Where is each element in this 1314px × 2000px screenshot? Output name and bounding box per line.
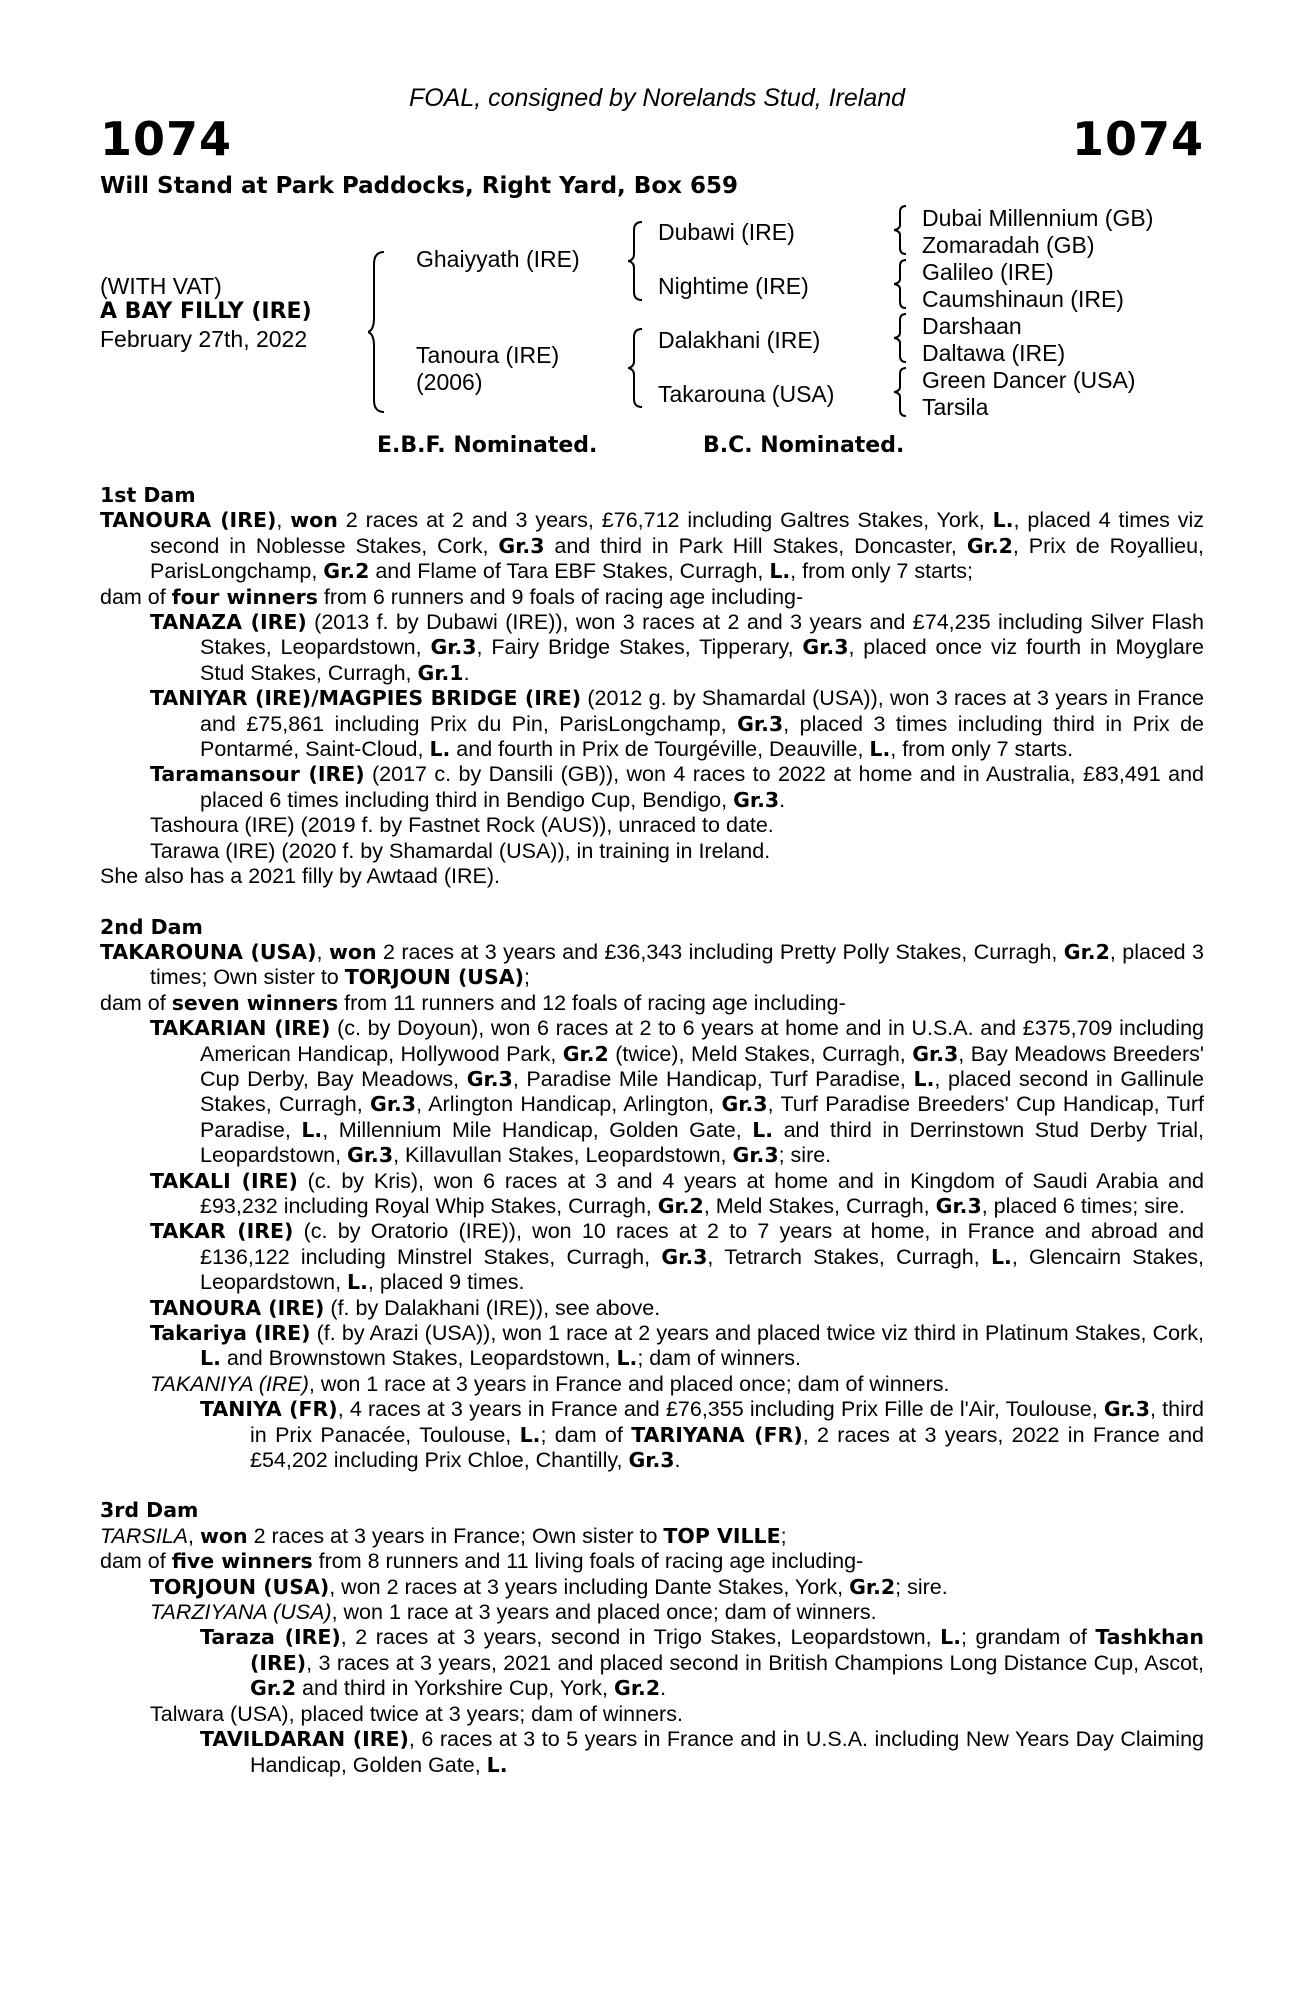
sdd-name: Caumshinaun (IRE) (922, 286, 1124, 312)
text-run: , (188, 1523, 200, 1548)
bold-text: won (199, 1523, 248, 1548)
text-run: and Brownstown Stakes, Leopardstown, (220, 1346, 617, 1371)
produce-record (100, 1321, 1204, 1372)
text-run: , 6 races at 3 to 5 years in France and in U.S.A. including New Years Day Claiming Handicap, Golden Gate, (250, 1727, 1204, 1777)
text-run: (c. by Kris), won 6 races at 3 and 4 years at home and in Kingdom of Saudi Arabia and £93,232 including Royal Whip Stakes, Curragh, (200, 1168, 1204, 1218)
produce-record (150, 813, 1204, 838)
text-run: , 2 races at 3 years, second in Trigo Stakes, Leopardstown, (340, 1625, 941, 1650)
text-run: . (463, 660, 470, 685)
text-run: , placed 4 times viz second in Noblesse Stakes, Cork, (150, 508, 1205, 558)
produce-record (100, 1219, 1204, 1295)
bold-text: TORJOUN (USA) (344, 965, 524, 990)
bold-text: Gr.3 (347, 1143, 394, 1168)
produce-record (100, 508, 1204, 584)
produce-record (100, 762, 1204, 813)
text-run: 2 races at 3 years in France; Own sister to (247, 1523, 664, 1548)
text-run: Tashoura (IRE) (2019 f. by Fastnet Rock (AUS)), unraced to date. (150, 813, 774, 838)
brace-3b (894, 258, 910, 310)
text-run: ; (523, 965, 530, 990)
brace-1 (368, 250, 390, 415)
bold-text: L. (869, 737, 891, 762)
text-run: , Millennium Mile Handicap, Golden Gate, (322, 1117, 753, 1142)
produce-record (100, 1549, 1204, 1574)
text-run: and third in Park Hill Stakes, Doncaster, (544, 533, 967, 558)
bold-text: TANOURA (IRE) (150, 1295, 325, 1320)
text-run: (2017 c. by Dansili (GB)), won 4 races to 2022 at home and in Australia, £83,491 and placed 6 times including third in Bendigo Cup, Bendigo, (200, 762, 1204, 812)
bold-text: Gr.3 (466, 1066, 513, 1091)
produce-record (100, 1600, 1204, 1625)
bold-text: L. (616, 1346, 638, 1371)
produce-record (100, 1727, 1204, 1778)
bold-text: TAKAROUNA (USA) (100, 939, 317, 964)
bold-text: Gr.2 (1063, 939, 1110, 964)
text-run: from 8 runners and 11 living foals of racing age including- (312, 1549, 864, 1574)
bold-text: Gr.3 (721, 1092, 768, 1117)
text-run: , won 1 race at 3 years in France and placed once; dam of winners. (308, 1371, 950, 1396)
bold-text: Taraza (IRE) (200, 1625, 341, 1650)
vat-note: (WITH VAT) (100, 273, 222, 299)
bold-text: Gr.3 (1103, 1397, 1150, 1422)
bold-text: L. (913, 1066, 935, 1091)
text-run: , Tetrarch Stakes, Curragh, (707, 1244, 991, 1269)
bold-text: L. (347, 1270, 368, 1295)
text-run: , (316, 939, 329, 964)
italic-text: TAKANIYA (IRE) (150, 1371, 309, 1396)
text-run: , Arlington Handicap, Arlington, (416, 1092, 722, 1117)
bold-text: four winners (171, 584, 318, 609)
bold-text: TANOURA (IRE) (100, 508, 277, 533)
text-run: dam of (100, 1549, 172, 1574)
text-run: ; dam of winners. (637, 1346, 802, 1371)
bold-text: Gr.3 (628, 1448, 675, 1473)
produce-record (100, 1397, 1204, 1473)
bold-text: Gr.2 (966, 533, 1013, 558)
ssd-name: Zomaradah (GB) (922, 232, 1095, 258)
bold-text: Gr.3 (733, 787, 780, 812)
text-run: (c. by Doyoun), won 6 races at 2 to 6 years at home and in U.S.A. and £375,709 including American Handicap, Hollywood Park, (200, 1016, 1204, 1066)
produce-record (100, 1702, 1204, 1727)
produce-record (100, 1372, 1204, 1397)
bold-text: Gr.2 (849, 1574, 896, 1599)
produce-record (100, 1296, 1204, 1321)
text-run: from 6 runners and 9 foals of racing age including- (317, 584, 804, 609)
bold-text: L. (769, 559, 791, 584)
text-run: , 4 races at 3 years in France and £76,355 including Prix Fille de l'Air, Toulouse, (337, 1397, 1104, 1422)
text-run: ; (780, 1523, 787, 1548)
text-run: from 11 runners and 12 foals of racing age including- (338, 990, 846, 1015)
bold-text: Gr.1 (417, 660, 464, 685)
produce-record (100, 686, 1204, 762)
stabling-location: Will Stand at Park Paddocks, Right Yard, Box 659 (100, 173, 738, 199)
bold-text: won (290, 508, 338, 533)
text-run: Tarawa (IRE) (2020 f. by Shamardal (USA)), in training in Ireland. (150, 838, 771, 863)
produce-record (100, 864, 1204, 889)
bold-text: won (328, 939, 377, 964)
produce-record (100, 1016, 1204, 1168)
text-run: (twice), Meld Stakes, Curragh, (608, 1041, 913, 1066)
produce-record (100, 940, 1204, 991)
foaling-date: February 27th, 2022 (100, 326, 308, 352)
text-run: , placed 3 times; Own sister to (150, 939, 1205, 990)
lot-name: A BAY FILLY (IRE) (100, 299, 312, 324)
bold-text: Gr.2 (250, 1676, 297, 1701)
dds-name: Green Dancer (USA) (922, 367, 1136, 393)
text-run: (f. by Arazi (USA)), won 1 race at 2 years and placed twice viz third in Platinum Stakes, Cork, (310, 1321, 1204, 1345)
text-run: 2 races at 3 years and £36,343 including Pretty Polly Stakes, Curragh, (376, 939, 1064, 964)
bold-text: TAKAR (IRE) (150, 1219, 294, 1244)
brace-2a (628, 220, 646, 302)
text-run: , third in Prix Panacée, Toulouse, (250, 1397, 1204, 1447)
catalogue-body (100, 483, 1204, 1778)
text-run: , won 2 races at 3 years including Dante Stakes, York, (329, 1574, 850, 1599)
italic-text: TARSILA (100, 1523, 189, 1548)
text-run: , won 1 race at 3 years and placed once; dam of winners. (331, 1600, 877, 1625)
consignor-line: FOAL, consigned by Norelands Stud, Ireland (408, 84, 906, 112)
bold-text: Gr.3 (430, 635, 477, 660)
bold-text: Takariya (IRE) (150, 1321, 311, 1345)
bold-text: Gr.3 (912, 1041, 959, 1066)
bold-text: L. (990, 1244, 1012, 1269)
produce-record (100, 1169, 1204, 1220)
bold-text: Tashkhan (IRE) (250, 1625, 1204, 1675)
text-run: ; dam of (540, 1422, 632, 1447)
dsd-name: Daltawa (IRE) (922, 340, 1066, 366)
bold-text: Gr.2 (657, 1193, 704, 1218)
bold-text: Gr.3 (935, 1193, 982, 1218)
bold-text: TARIYANA (FR) (631, 1422, 803, 1447)
text-run: ; grandam of (960, 1625, 1096, 1650)
text-run: , Paradise Mile Handicap, Turf Paradise, (512, 1066, 914, 1091)
bold-text: L. (752, 1117, 774, 1142)
text-run: (2012 g. by Shamardal (USA)), won 3 races at 3 years in France and £75,861 including Prix du Pin, ParisLongchamp, (200, 686, 1205, 736)
text-run: , Fairy Bridge Stakes, Tipperary, (476, 635, 803, 660)
ds-name: Dalakhani (IRE) (658, 327, 821, 353)
text-run: . (674, 1448, 681, 1473)
lot-number-right: 1074 (1071, 112, 1204, 166)
bold-text: L. (992, 508, 1014, 533)
ddd-name: Tarsila (922, 394, 989, 420)
bold-text: TANIYA (FR) (200, 1397, 338, 1422)
bold-text: Gr.3 (802, 635, 849, 660)
text-run: , Prix de Royallieu, ParisLongchamp, (150, 533, 1204, 584)
text-run: (2013 f. by Dubawi (IRE)), won 3 races at 2 and 3 years and £74,235 including Silver Flash Stakes, Leopardstown, (200, 610, 1204, 660)
produce-record (100, 1575, 1204, 1600)
brace-3a (894, 204, 910, 256)
brace-3c (894, 312, 910, 364)
text-run: , placed 3 times including third in Prix de Pontarmé, Saint-Cloud, (200, 711, 1204, 762)
text-run: , placed 9 times. (367, 1270, 525, 1295)
text-run: dam of (100, 990, 172, 1015)
bold-text: L. (940, 1625, 961, 1650)
text-run: dam of (100, 584, 172, 609)
brace-3d (894, 366, 910, 418)
bold-text: seven winners (171, 990, 339, 1015)
bold-text: TORJOUN (USA) (150, 1574, 330, 1599)
text-run: ; sire. (895, 1574, 948, 1599)
text-run: , from only 7 starts. (890, 737, 1074, 762)
text-run: , placed 6 times; sire. (981, 1193, 1185, 1218)
bold-text: TANIYAR (IRE)/MAGPIES BRIDGE (IRE) (150, 686, 582, 711)
text-run: 2 races at 2 and 3 years, £76,712 including Galtres Stakes, York, (337, 508, 993, 533)
produce-record (100, 610, 1204, 686)
bold-text: TANAZA (IRE) (150, 610, 307, 635)
dss-name: Darshaan (922, 313, 1022, 339)
bold-text: L. (486, 1752, 508, 1777)
italic-text: TARZIYANA (USA) (150, 1600, 332, 1625)
dd-name: Takarouna (USA) (658, 381, 835, 407)
sd-name: Nightime (IRE) (658, 273, 809, 299)
text-run: , Glencairn Stakes, Leopardstown, (200, 1244, 1204, 1295)
bold-text: L. (519, 1422, 541, 1447)
bold-text: Gr.3 (732, 1143, 779, 1168)
bold-text: TAVILDARAN (IRE) (200, 1727, 409, 1752)
produce-record (100, 585, 1204, 610)
text-run: . (660, 1676, 667, 1701)
section-heading: 1st Dam (100, 483, 196, 507)
bold-text: TAKALI (IRE) (150, 1168, 298, 1193)
text-run: , Meld Stakes, Curragh, (703, 1193, 936, 1218)
text-run: , placed once viz fourth in Moyglare Stud Stakes, Curragh, (200, 635, 1204, 685)
bold-text: L. (429, 737, 451, 762)
text-run: , Bay Meadows Breeders' Cup Derby, Bay Meadows, (200, 1041, 1204, 1091)
bold-text: Gr.2 (614, 1676, 661, 1701)
bold-text: Gr.3 (737, 711, 784, 736)
sire-name: Ghaiyyath (IRE) (416, 246, 580, 272)
text-run: and fourth in Prix de Tourgéville, Deauville, (450, 737, 870, 762)
ebf-nomination: E.B.F. Nominated. (377, 433, 598, 458)
dam-year: (2006) (416, 369, 483, 395)
sds-name: Galileo (IRE) (922, 259, 1054, 285)
bc-nomination: B.C. Nominated. (703, 433, 905, 458)
section-heading: 3rd Dam (100, 1498, 199, 1523)
bold-text: five winners (171, 1549, 313, 1574)
produce-record (150, 839, 1204, 864)
text-run: , 3 races at 3 years, 2021 and placed second in British Champions Long Distance Cup, Ascot, (306, 1650, 1204, 1675)
sss-name: Dubai Millennium (GB) (922, 205, 1154, 231)
bold-text: Gr.2 (562, 1041, 609, 1066)
brace-2b (628, 327, 646, 409)
bold-text: Gr.2 (323, 559, 370, 584)
dam-name: Tanoura (IRE) (416, 342, 560, 368)
text-run: , (276, 508, 291, 533)
bold-text: TAKARIAN (IRE) (150, 1016, 331, 1041)
text-run: , from only 7 starts; (790, 559, 973, 584)
bold-text: Gr.3 (498, 533, 545, 558)
section-gap (100, 890, 1204, 915)
text-run: (f. by Dalakhani (IRE)), see above. (324, 1295, 661, 1320)
text-run: , Turf Paradise Breeders' Cup Handicap, Turf Paradise, (200, 1092, 1205, 1142)
text-run: , 2 races at 3 years, 2022 in France and £54,202 including Prix Chloe, Chantilly, (250, 1422, 1204, 1473)
produce-record (100, 1524, 1204, 1549)
text-run: (c. by Oratorio (IRE)), won 10 races at 2 to 7 years at home, in France and abroad and £136,122 including Minstrel Stakes, Curragh, (200, 1219, 1204, 1269)
text-run: and Flame of Tara EBF Stakes, Curragh, (369, 559, 770, 584)
section-heading: 2nd Dam (100, 914, 203, 939)
bold-text: Gr.3 (661, 1244, 708, 1269)
produce-record (100, 991, 1204, 1016)
lot-number-left: 1074 (100, 112, 233, 166)
text-run: Talwara (USA), placed twice at 3 years; dam of winners. (150, 1701, 683, 1726)
section-gap (100, 1473, 1204, 1498)
produce-record (100, 1625, 1204, 1701)
text-run: She also has a 2021 filly by Awtaad (IRE). (100, 864, 500, 889)
text-run: and third in Yorkshire Cup, York, (296, 1676, 615, 1701)
text-run: , placed second in Gallinule Stakes, Curragh, (200, 1066, 1204, 1117)
text-run: . (779, 787, 786, 812)
bold-text: Taramansour (IRE) (150, 762, 365, 787)
text-run: ; sire. (778, 1143, 832, 1168)
ss-name: Dubawi (IRE) (658, 219, 795, 245)
bold-text: Gr.3 (370, 1092, 417, 1117)
text-run: and third in Derrinstown Stud Derby Trial, Leopardstown, (200, 1117, 1204, 1168)
text-run: , Killavullan Stakes, Leopardstown, (393, 1143, 733, 1168)
bold-text: TOP VILLE (663, 1523, 781, 1548)
bold-text: L. (301, 1117, 323, 1142)
bold-text: L. (200, 1346, 221, 1371)
